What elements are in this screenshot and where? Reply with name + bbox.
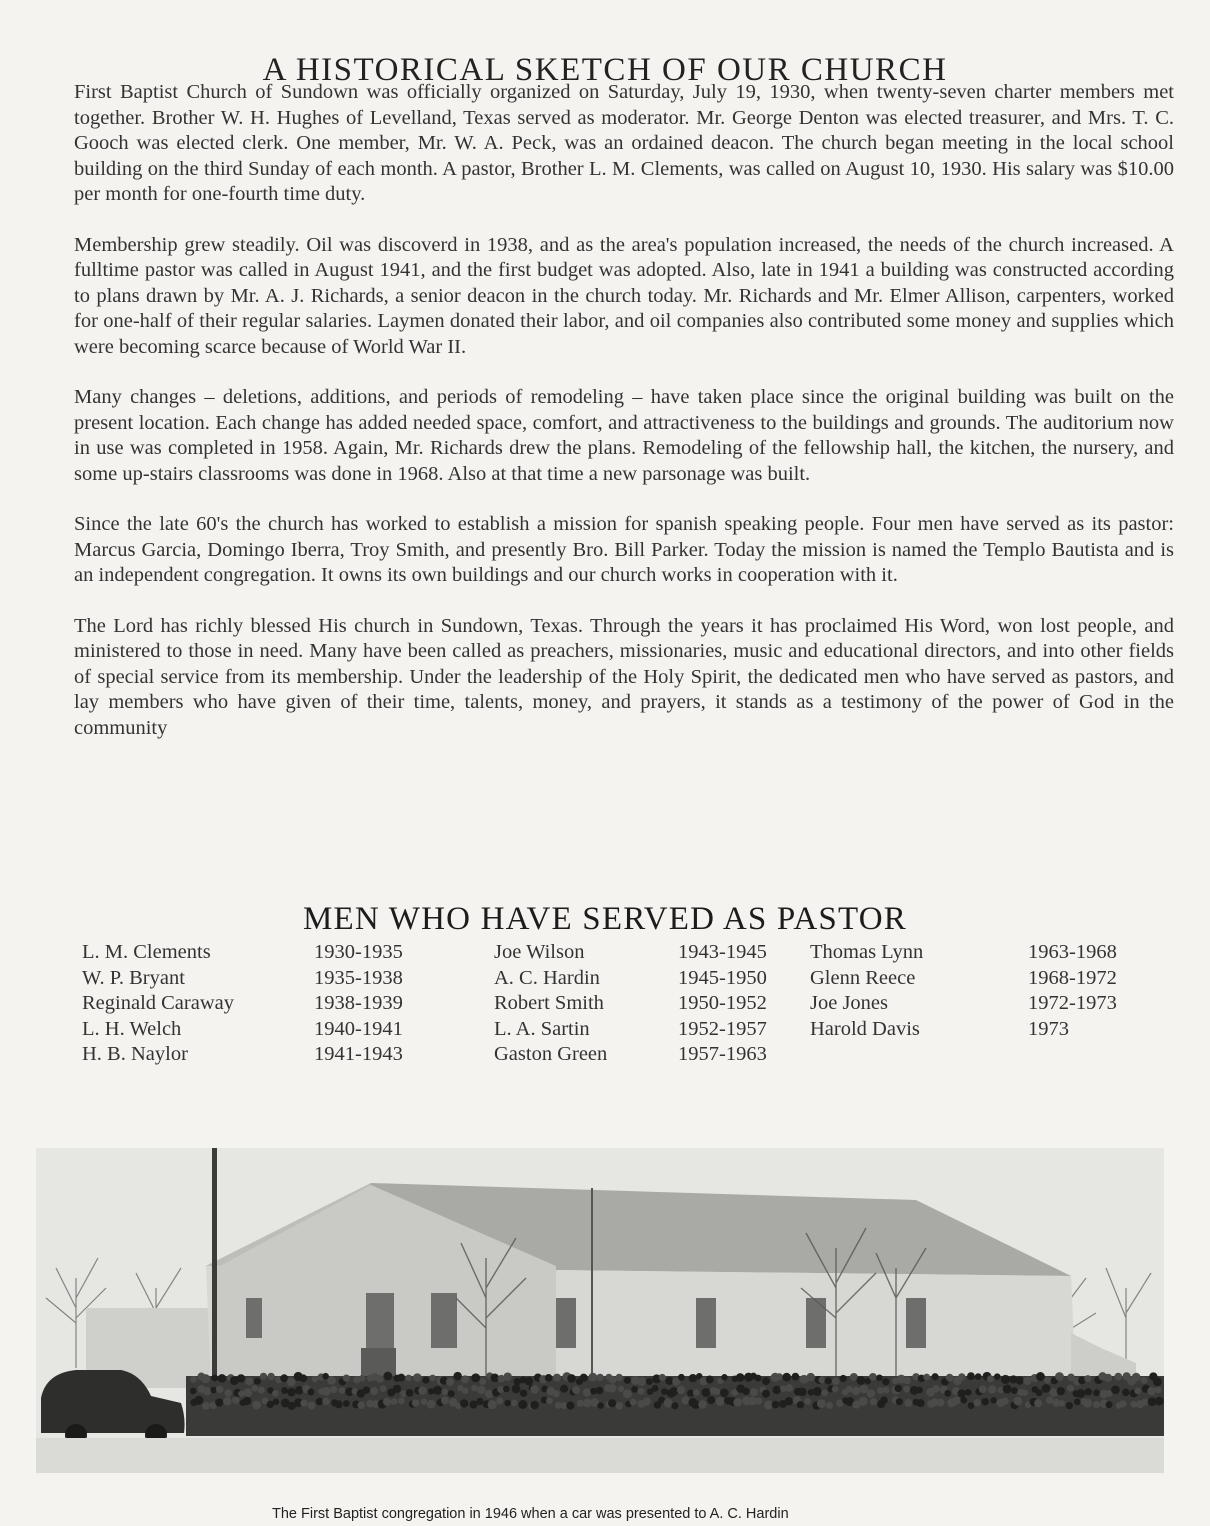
- pastor-years: 1935-1938: [314, 966, 403, 989]
- pastor-years: 1973: [1028, 1017, 1069, 1040]
- pastor-names-column-2: [494, 940, 607, 1068]
- photo-caption: The First Baptist congregation in 1946 when a car was presented to A. C. Hardin: [272, 1506, 789, 1522]
- church-building-photo: [36, 1148, 1164, 1473]
- pastor-years: 1945-1950: [678, 966, 767, 989]
- pastor-years: 1972-1973: [1028, 992, 1117, 1014]
- pastor-years-column-3: [1028, 940, 1117, 1042]
- pastor-names-column-3: [810, 940, 923, 1042]
- pastor-years: 1957-1963: [678, 1043, 767, 1065]
- pastor-name: Harold Davis: [810, 1017, 920, 1040]
- pastor-name: L. H. Welch: [82, 1017, 182, 1040]
- pastor-name: Gaston Green: [494, 1043, 608, 1065]
- pastor-name: W. P. Bryant: [82, 966, 185, 989]
- paragraph-2: Membership grew steadily. Oil was discoverd in 1938, and as the area's population increased, the needs of the church increased. A fulltime pastor was called in August 1941, and the first budget was adopted. Also, late in 1941 a building was constructed according to plans drawn by Mr. A. J. Richards, a senior deacon in the church today. Mr. Richards and Mr. Elmer Allison, carpenters, worked for one-half of their regular salaries. Laymen donated their labor, and oil companies also contributed some money and supplies which were becoming scarce because of World War II.: [74, 233, 1174, 358]
- paragraph-1: First Baptist Church of Sundown was officially organized on Saturday, July 19, 1930, when twenty-seven charter members met together. Brother W. H. Hughes of Levelland, Texas served as moderator. Mr. George Denton was elected treasurer, and Mrs. T. C. Gooch was elected clerk. One member, Mr. W. A. Peck, was an ordained deacon. The church began meeting in the local school building on the third Sunday of each month. A pastor, Brother L. M. Clements, was called on August 10, 1930. His salary was $10.00 per month for one-fourth time duty.: [74, 81, 1174, 205]
- pastors-heading: MEN WHO HAVE SERVED AS PASTOR: [303, 901, 907, 938]
- pastor-name: L. M. Clements: [82, 941, 211, 963]
- pastor-years: 1952-1957: [678, 1017, 767, 1040]
- pastor-years: 1938-1939: [314, 992, 403, 1014]
- pastor-names-column-1: [82, 940, 234, 1068]
- pastor-years: 1941-1943: [314, 1043, 403, 1065]
- pastor-name: Joe Jones: [810, 992, 889, 1014]
- pastor-name: Robert Smith: [494, 992, 604, 1014]
- pastor-years: 1968-1972: [1028, 966, 1117, 989]
- pastor-years: 1930-1935: [314, 941, 403, 963]
- paragraph-3: Many changes – deletions, additions, and periods of remodeling – have taken place since the original building was built on the present location. Each change has added needed space, comfort, and attractiveness to the buildings and grounds. The auditorium now in use was completed in 1958. Again, Mr. Richards drew the plans. Remodeling of the fellowship hall, the kitchen, the nursery, and some up-stairs classrooms was done in 1968. Also at that time a new parsonage was built.: [74, 386, 1174, 485]
- pastor-years-column-2: [678, 940, 767, 1068]
- paragraph-4: Since the late 60's the church has worked to establish a mission for spanish speaking people. Four men have served as its pastor: Marcus Garcia, Domingo Iberra, Troy Smith, and presently Bro. Bill Parker. Today the mission is named the Templo Bautista and is an independent congregation. It owns its own buildings and our church works in cooperation with it.: [74, 513, 1174, 586]
- history-text: [74, 80, 1174, 766]
- pastor-name: L. A. Sartin: [494, 1017, 590, 1040]
- pastor-years: 1963-1968: [1028, 941, 1117, 963]
- congregation-photo: [36, 1148, 1164, 1473]
- pastor-name: A. C. Hardin: [494, 966, 600, 989]
- pastor-years: 1943-1945: [678, 941, 767, 963]
- pastor-name: Joe Wilson: [494, 941, 585, 963]
- page-title: A HISTORICAL SKETCH OF OUR CHURCH: [262, 52, 948, 89]
- paragraph-5: The Lord has richly blessed His church in Sundown, Texas. Through the years it has proclaimed His Word, won lost people, and ministered to those in need. Many have been called as preachers, missionaries, music and educational directors, and into other fields of special service from its membership. Under the leadership of the Holy Spirit, the dedicated men who have served as pastors, and lay members who have given of their time, talents, money, and prayers, it stands as a testimony of the power of God in the community: [74, 614, 1174, 739]
- pastor-name: Reginald Caraway: [82, 992, 234, 1014]
- pastor-name: Thomas Lynn: [810, 941, 924, 963]
- pastor-name: H. B. Naylor: [82, 1043, 188, 1065]
- pastor-years: 1950-1952: [678, 992, 767, 1014]
- pastor-years: 1940-1941: [314, 1017, 403, 1040]
- pastor-years-column-1: [314, 940, 403, 1068]
- pastor-name: Glenn Reece: [810, 966, 916, 989]
